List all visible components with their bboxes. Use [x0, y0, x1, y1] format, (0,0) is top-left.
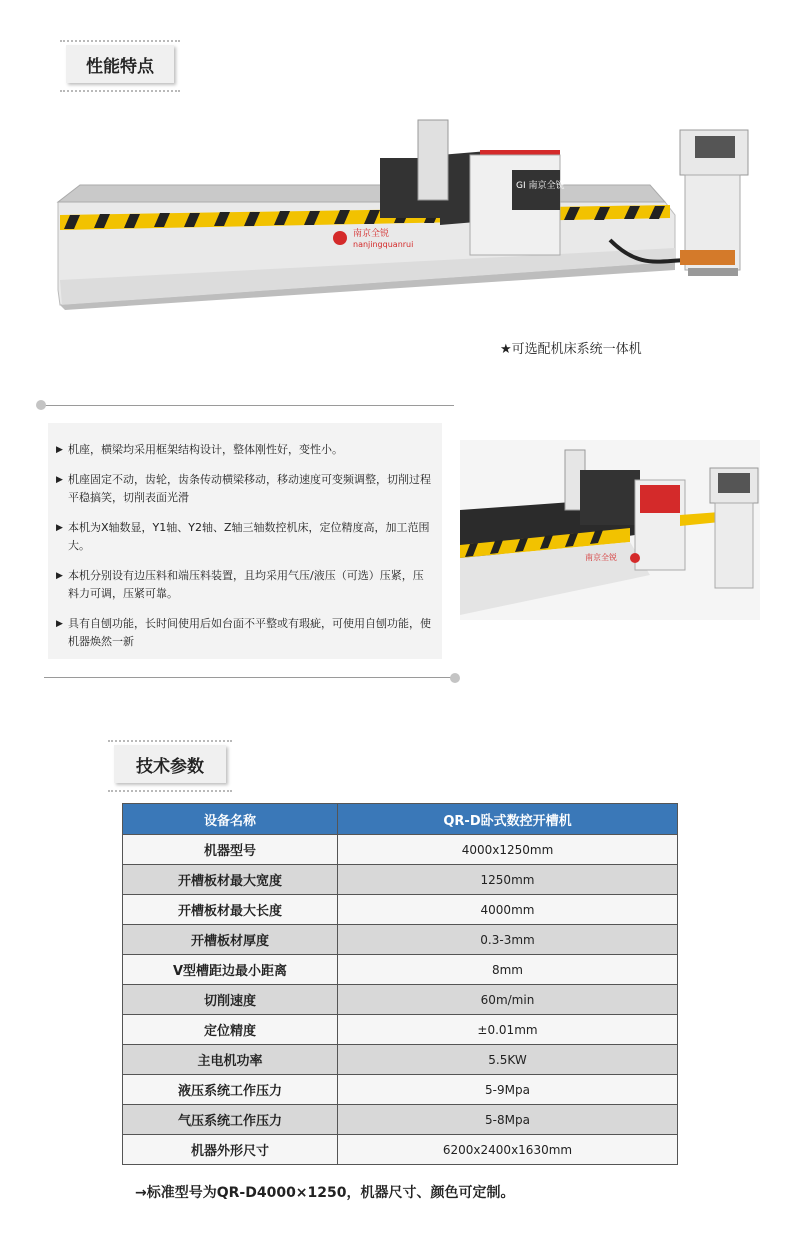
- svg-text:GI 南京全锐: GI 南京全锐: [516, 181, 565, 191]
- machine-caption: ★可选配机床系统一体机: [500, 342, 642, 357]
- table-row: 定位精度 ±0.01mm: [123, 1015, 678, 1045]
- table-row: 开槽板材最大宽度 1250mm: [123, 865, 678, 895]
- table-row: 开槽板材厚度 0.3-3mm: [123, 925, 678, 955]
- section-header-features: [60, 40, 180, 92]
- table-row: 机器型号 4000x1250mm: [123, 835, 678, 865]
- arrow-icon: ▶: [56, 523, 63, 533]
- table-row: 气压系统工作压力 5-8Mpa: [123, 1105, 678, 1135]
- table-row: 机器外形尺寸 6200x2400x1630mm: [123, 1135, 678, 1165]
- footnote: →标准型号为QR-D4000×1250，机器尺寸、颜色可定制。: [135, 1185, 515, 1201]
- feature-item: ▶ 具有自刨功能，长时间使用后如台面不平整或有瑕疵，可使用自刨功能，使机器焕然一新: [56, 615, 434, 651]
- table-row: 液压系统工作压力 5-9Mpa: [123, 1075, 678, 1105]
- feature-item: ▶ 机座固定不动，齿轮，齿条传动横梁移动，移动速度可变频调整，切削过程平稳搞笑，切削表面光滑: [56, 471, 434, 507]
- table-header-cell: 设备名称: [123, 804, 338, 835]
- section-title: 技术参数: [136, 756, 204, 777]
- arrow-icon: ▶: [56, 619, 63, 629]
- feature-item: ▶ 本机为X轴数显，Y1轴、Y2轴、Z轴三轴数控机床，定位精度高，加工范围大。: [56, 519, 434, 555]
- section-title: 性能特点: [86, 56, 154, 77]
- features-list: [48, 423, 442, 659]
- table-row: 主电机功率 5.5KW: [123, 1045, 678, 1075]
- section-header-specs: [108, 740, 232, 792]
- arrow-icon: ▶: [56, 475, 63, 485]
- arrow-icon: ▶: [56, 445, 63, 455]
- machine-side-image: [460, 440, 760, 620]
- feature-item: ▶ 本机分别设有边压料和端压料装置，且均采用气压/液压（可选）压紧，压料力可调，压紧可靠。: [56, 567, 434, 603]
- svg-text:南京全锐: 南京全锐: [353, 229, 390, 239]
- table-header-cell: QR-D卧式数控开槽机: [338, 804, 678, 835]
- svg-text:nanjingquanrui: nanjingquanrui: [353, 240, 414, 249]
- table-row: 切削速度 60m/min: [123, 985, 678, 1015]
- table-header-row: [123, 804, 678, 835]
- arrow-icon: ▶: [56, 571, 63, 581]
- svg-text:南京全锐: 南京全锐: [585, 553, 617, 562]
- table-row: V型槽距边最小距离 8mm: [123, 955, 678, 985]
- feature-item: ▶ 机座，横梁均采用框架结构设计，整体刚性好，变性小。: [56, 441, 434, 459]
- spec-table: [122, 803, 678, 1165]
- table-row: 开槽板材最大长度 4000mm: [123, 895, 678, 925]
- machine-main-image: [40, 110, 760, 320]
